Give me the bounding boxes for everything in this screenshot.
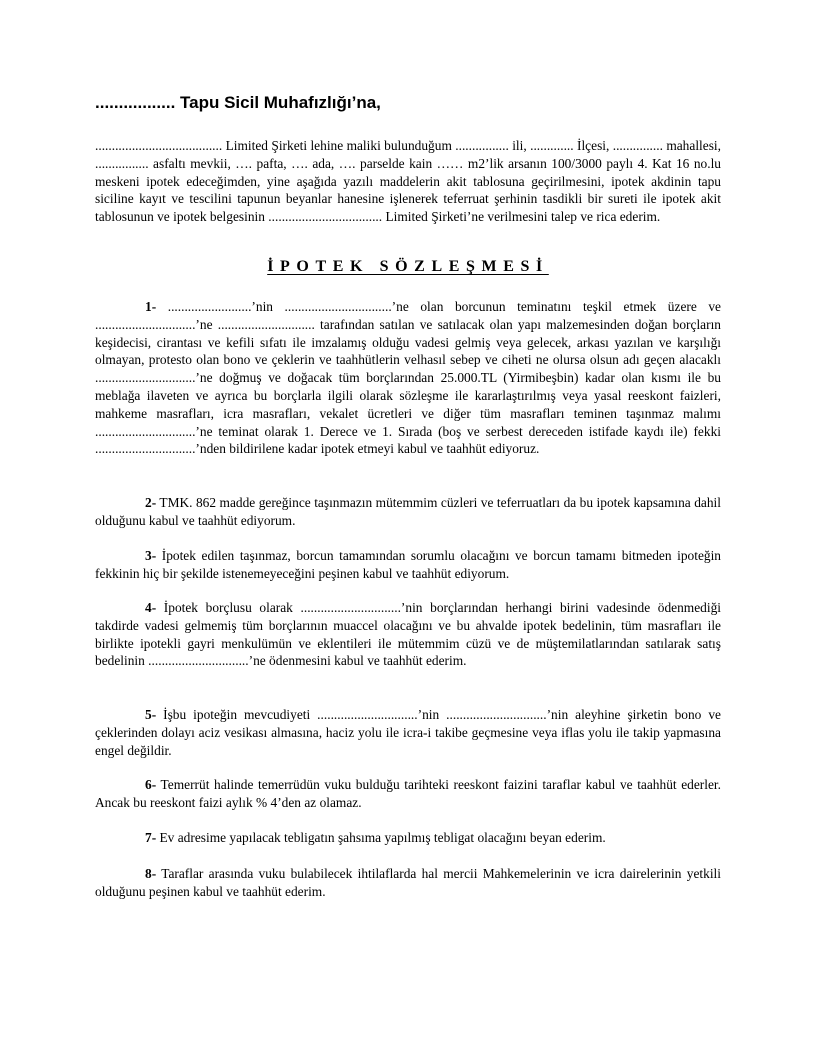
- article-text: Taraflar arasında vuku bulabilecek ihtilaflarda hal mercii Mahkemelerinin ve icra dairelerinin yetkili olduğunu peşinen kabul ve taahhüt ederim.: [95, 866, 721, 899]
- article-number: 8-: [145, 866, 157, 881]
- article-4: [95, 599, 721, 670]
- article-1: [95, 298, 721, 458]
- article-text: İpotek edilen taşınmaz, borcun tamamından sorumlu olacağını ve borcun tamamı bitmeden ipoteğin fekkinin hiç bir şekilde istenemeyeceğini peşinen kabul ve taahhüt ediyorum.: [95, 548, 721, 581]
- article-8: [95, 865, 721, 901]
- article-5: [95, 706, 721, 759]
- article-6: [95, 776, 721, 812]
- article-text: İşbu ipoteğin mevcudiyeti ..............................’nin ..............................’nin aleyhine şirketin bono ve çeklerinden dolayı aciz vesikası almasına, haciz yolu ile icra-i takibe geçmesine veya iflas yolu ile takip yapmasına engel değildir.: [95, 707, 721, 758]
- article-7: [95, 829, 721, 847]
- article-number: 3-: [145, 548, 157, 563]
- article-3: [95, 547, 721, 583]
- article-number: 1-: [145, 299, 157, 314]
- article-number: 4-: [145, 600, 157, 615]
- article-number: 7-: [145, 830, 157, 845]
- article-text: TMK. 862 madde gereğince taşınmazın mütemmim cüzleri ve teferruatları da bu ipotek kapsamına dahil olduğunu kabul ve taahhüt ediyorum.: [95, 495, 721, 528]
- article-number: 6-: [145, 777, 157, 792]
- article-text: İpotek borçlusu olarak ..............................’nin borçlarından herhangi birini vadesinde ödenmediği takdirde vadesi gelmemiş tüm borçlarının muaccel olacağını ve bu ahvalde ipotek bedelinin, tüm masrafları ile birlikte ipotekli gayri menkulümün ve eklentileri ile mütemmim cüzü ve de müştemilatlarından satılarak satış bedelinin ..............................’ne ödenmesini kabul ve taahhüt ederim.: [95, 600, 721, 669]
- contract-title: İPOTEK SÖZLEŞMESİ: [267, 258, 549, 275]
- addressee-heading: ................. Tapu Sicil Muhafızlığı’na,: [95, 93, 381, 112]
- article-number: 5-: [145, 707, 157, 722]
- article-text: Temerrüt halinde temerrüdün vuku bulduğu tarihteki reeskont faizini taraflar kabul ve taahhüt ederler. Ancak bu reeskont faizi aylık % 4’den az olamaz.: [95, 777, 721, 810]
- article-number: 2-: [145, 495, 157, 510]
- article-text: .........................’nin ................................’ne olan borcunun teminatını teşkil etmek üzere ve ..............................’ne ............................. tarafından satılan ve satılacak olan yapı malzemesinden doğan borçların keşidecisi, cirantası ve kefili sıfatı ile imzalamış olduğu vadesi gelmiş veya gelecek, arkası yazılan ve karşılığı olmayan, protesto olan bono ve çeklerin ve taahhütlerin velhasıl sebep ve ciheti ne olursa olsun adı geçen alacaklı ..............................’ne doğmuş ve doğacak tüm borçlarından 25.000.TL (Yirmibeşbin) kadar olan kısmı ile bu meblağa ilaveten ve ayrıca bu borçlarla ilgili olarak sözleşme ile kararlaştırılmış veya yasal reeskont faizleri, mahkeme masrafları, icra masrafları, vekalet ücretleri ve diğer tüm masrafları teminen taşınmaz malımı ..............................’ne teminat olarak 1. Derece ve 1. Sırada (boş ve serbest dereceden istifade kaydı ile) fekki ..............................’nden bildirilene kadar ipotek etmeyi kabul ve taahhüt ediyoruz.: [95, 299, 721, 457]
- article-text: Ev adresime yapılacak tebligatın şahsıma yapılmış tebligat olacağını beyan ederim.: [156, 830, 606, 845]
- intro-paragraph: ...................................... Limited Şirketi lehine maliki bulunduğum ................ ili, ............. İlçesi, ............... mahallesi, ................ asfaltı mevkii, …. pafta, …. ada, …. parselde kain …… m2’lik arsanın 100/3000 paylı 4. Kat 16 no.lu meskeni ipotek edeceğimden, yine aşağıda yazılı maddelerin akit tablosuna geçirilmesini, ipotek akdinin tapu siciline kayıt ve tescilini tapunun beyanlar hanesine işlenerek teferruat şerhinin tasdikli bir sureti ile ipotek akit tablosunun ve ipotek belgesinin .................................. Limited Şirketi’ne verilmesini talep ve rica ederim.: [95, 138, 721, 225]
- article-2: [95, 494, 721, 530]
